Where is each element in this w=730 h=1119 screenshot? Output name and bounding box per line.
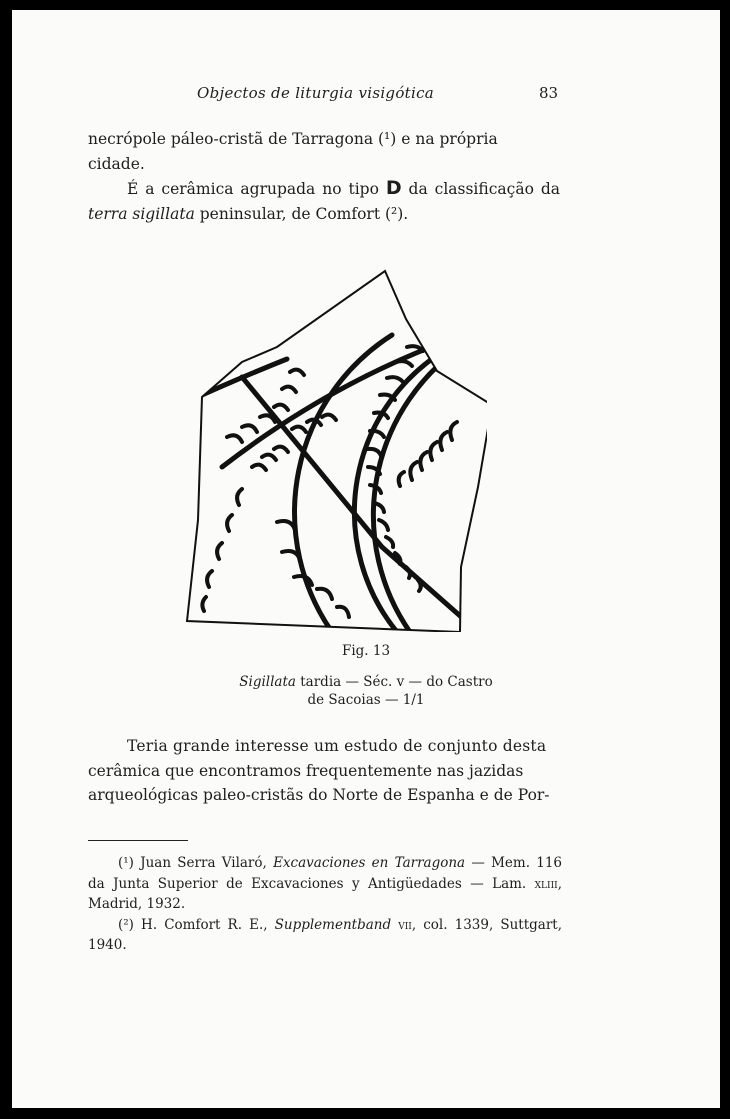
body-text-top <box>88 127 560 226</box>
footnote-1 <box>88 853 562 915</box>
footnote-1-marker: (¹) <box>118 855 134 871</box>
figure-caption-line-1: tardia — Séc. v — do Castro <box>295 674 493 690</box>
footnote-1-details: — Mem. 116 da Junta Superior de Excavaciones y Antigüedades — Lam. <box>88 855 563 892</box>
paragraph-3-continued <box>88 759 560 784</box>
book-page <box>12 10 720 1108</box>
figure-label: Fig. 13 <box>341 643 391 659</box>
paragraph-1-line-2: cidade. <box>88 154 145 173</box>
terra-sigillata-term: terra sigillata <box>88 204 195 223</box>
paragraph-3-line-3: arqueológicas paleo-cristãs do Norte de Espanha e de Por- <box>88 786 550 804</box>
footnote-2-volume: vii <box>391 916 412 933</box>
page-header <box>12 84 720 108</box>
footnote-2 <box>88 915 562 956</box>
footnote-1-plate: xliii <box>534 875 558 892</box>
paragraph-2 <box>88 176 560 226</box>
footnote-2-title: Supplementband <box>274 916 392 933</box>
paragraph-1-line-1: necrópole páleo-cristã de Tarragona (¹) e na própria <box>88 130 498 148</box>
running-title: Objectos de liturgia visigótica <box>197 84 435 102</box>
paragraph-2-middle: da classificação da <box>401 180 560 198</box>
footnote-2-end: , col. 1339, Suttgart, 1940. <box>88 916 562 953</box>
footnote-1-title: Excavaciones en Tarragona <box>273 855 466 871</box>
footnotes <box>88 853 562 956</box>
footnote-1-end: , Madrid, 1932. <box>88 875 562 912</box>
classification-symbol: D <box>385 177 402 199</box>
sherd-illustration <box>182 267 487 632</box>
page-number: 83 <box>539 84 559 102</box>
footnote-2-marker: (²) <box>118 916 134 933</box>
paragraph-3 <box>88 734 560 759</box>
paragraph-2-start: É a cerâmica agrupada no tipo <box>127 180 386 198</box>
figure-caption-italic: Sigillata <box>239 674 296 690</box>
footnote-2-author: H. Comfort R. E., <box>133 916 275 933</box>
paragraph-3-line-1: Teria grande interesse um estudo de conjunto desta <box>127 737 547 755</box>
body-text-bottom <box>88 734 560 808</box>
arc-bands <box>202 335 467 632</box>
paragraph-3-continued-2 <box>88 783 560 808</box>
footnote-rule <box>88 840 188 841</box>
footnote-1-author: Juan Serra Vilaró, <box>133 855 274 871</box>
paragraph-2-end: peninsular, de Comfort (²). <box>194 204 409 223</box>
figure-caption <box>12 673 720 709</box>
paragraph-3-line-2: cerâmica que encontramos frequentemente nas jazidas <box>88 761 524 780</box>
figure-caption-line-2: de Sacoias — 1/1 <box>307 692 425 708</box>
paragraph-1 <box>88 127 560 176</box>
